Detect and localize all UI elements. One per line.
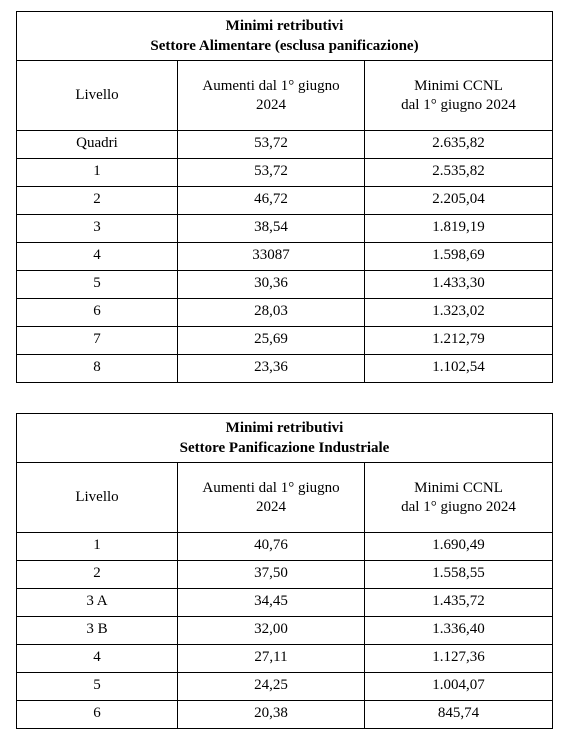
- header-minimum-line1: Minimi CCNL: [414, 77, 503, 94]
- cell-minimum: 1.323,02: [365, 299, 553, 327]
- cell-level: 8: [17, 355, 178, 383]
- cell-increase: 37,50: [178, 561, 365, 589]
- header-increase-line2: 2024: [256, 498, 286, 515]
- cell-level: Quadri: [17, 131, 178, 159]
- table-row: [17, 701, 553, 729]
- cell-minimum: 1.558,55: [365, 561, 553, 589]
- cell-minimum: 1.435,72: [365, 589, 553, 617]
- table-header-row: [17, 61, 553, 131]
- cell-level: 3: [17, 215, 178, 243]
- cell-minimum: 1.598,69: [365, 243, 553, 271]
- header-minimum: [365, 463, 553, 533]
- header-level: Livello: [17, 61, 178, 131]
- table-row: [17, 187, 553, 215]
- table-row: [17, 645, 553, 673]
- table-title: [17, 414, 553, 463]
- table-row: [17, 131, 553, 159]
- cell-increase: 38,54: [178, 215, 365, 243]
- header-increase-line2: 2024: [256, 96, 286, 113]
- header-level: Livello: [17, 463, 178, 533]
- cell-minimum: 1.336,40: [365, 617, 553, 645]
- table-title-line1: Minimi retributivi: [225, 18, 344, 34]
- cell-increase: 46,72: [178, 187, 365, 215]
- cell-level: 7: [17, 327, 178, 355]
- header-minimum-line2: dal 1° giugno 2024: [401, 498, 516, 515]
- table-row: [17, 215, 553, 243]
- cell-level: 6: [17, 701, 178, 729]
- header-increase-line1: Aumenti dal 1° giugno: [202, 77, 340, 94]
- cell-minimum: 2.535,82: [365, 159, 553, 187]
- cell-increase: 24,25: [178, 673, 365, 701]
- table-row: [17, 271, 553, 299]
- cell-minimum: 1.102,54: [365, 355, 553, 383]
- table-row: [17, 589, 553, 617]
- table-title: [17, 12, 553, 61]
- table-row: [17, 561, 553, 589]
- cell-increase: 40,76: [178, 533, 365, 561]
- cell-level: 1: [17, 533, 178, 561]
- cell-minimum: 1.433,30: [365, 271, 553, 299]
- cell-minimum: 1.127,36: [365, 645, 553, 673]
- table-title-line1: Minimi retributivi: [225, 420, 344, 436]
- header-increase: [178, 463, 365, 533]
- table-row: [17, 673, 553, 701]
- cell-minimum: 2.635,82: [365, 131, 553, 159]
- cell-increase: 30,36: [178, 271, 365, 299]
- cell-level: 2: [17, 561, 178, 589]
- table-row: [17, 327, 553, 355]
- table-row: [17, 533, 553, 561]
- header-minimum-line1: Minimi CCNL: [414, 479, 503, 496]
- table-row: [17, 159, 553, 187]
- table-body: [17, 414, 553, 729]
- header-increase-line1: Aumenti dal 1° giugno: [202, 479, 340, 496]
- table-row: [17, 617, 553, 645]
- cell-minimum: 1.212,79: [365, 327, 553, 355]
- salary-table-panificazione: [16, 413, 553, 729]
- header-increase: [178, 61, 365, 131]
- table-title-line2: Settore Panificazione Industriale: [179, 440, 390, 456]
- cell-minimum: 1.819,19: [365, 215, 553, 243]
- table-title-line2: Settore Alimentare (esclusa panificazione): [150, 38, 419, 54]
- table-row: [17, 355, 553, 383]
- cell-level: 3 B: [17, 617, 178, 645]
- cell-level: 2: [17, 187, 178, 215]
- cell-level: 5: [17, 673, 178, 701]
- cell-minimum: 1.690,49: [365, 533, 553, 561]
- cell-minimum: 1.004,07: [365, 673, 553, 701]
- cell-level: 4: [17, 243, 178, 271]
- cell-minimum: 2.205,04: [365, 187, 553, 215]
- table-row: [17, 243, 553, 271]
- table-title-row: [17, 414, 553, 463]
- cell-increase: 28,03: [178, 299, 365, 327]
- cell-level: 3 A: [17, 589, 178, 617]
- cell-increase: 25,69: [178, 327, 365, 355]
- cell-increase: 32,00: [178, 617, 365, 645]
- cell-level: 5: [17, 271, 178, 299]
- cell-increase: 53,72: [178, 159, 365, 187]
- cell-increase: 53,72: [178, 131, 365, 159]
- cell-increase: 23,36: [178, 355, 365, 383]
- salary-table-alimentare: [16, 11, 553, 383]
- cell-level: 6: [17, 299, 178, 327]
- table-body: [17, 12, 553, 383]
- table-title-row: [17, 12, 553, 61]
- cell-minimum: 845,74: [365, 701, 553, 729]
- cell-increase: 20,38: [178, 701, 365, 729]
- header-minimum: [365, 61, 553, 131]
- cell-increase: 33087: [178, 243, 365, 271]
- table-header-row: [17, 463, 553, 533]
- cell-increase: 27,11: [178, 645, 365, 673]
- cell-increase: 34,45: [178, 589, 365, 617]
- cell-level: 4: [17, 645, 178, 673]
- table-row: [17, 299, 553, 327]
- cell-level: 1: [17, 159, 178, 187]
- header-minimum-line2: dal 1° giugno 2024: [401, 96, 516, 113]
